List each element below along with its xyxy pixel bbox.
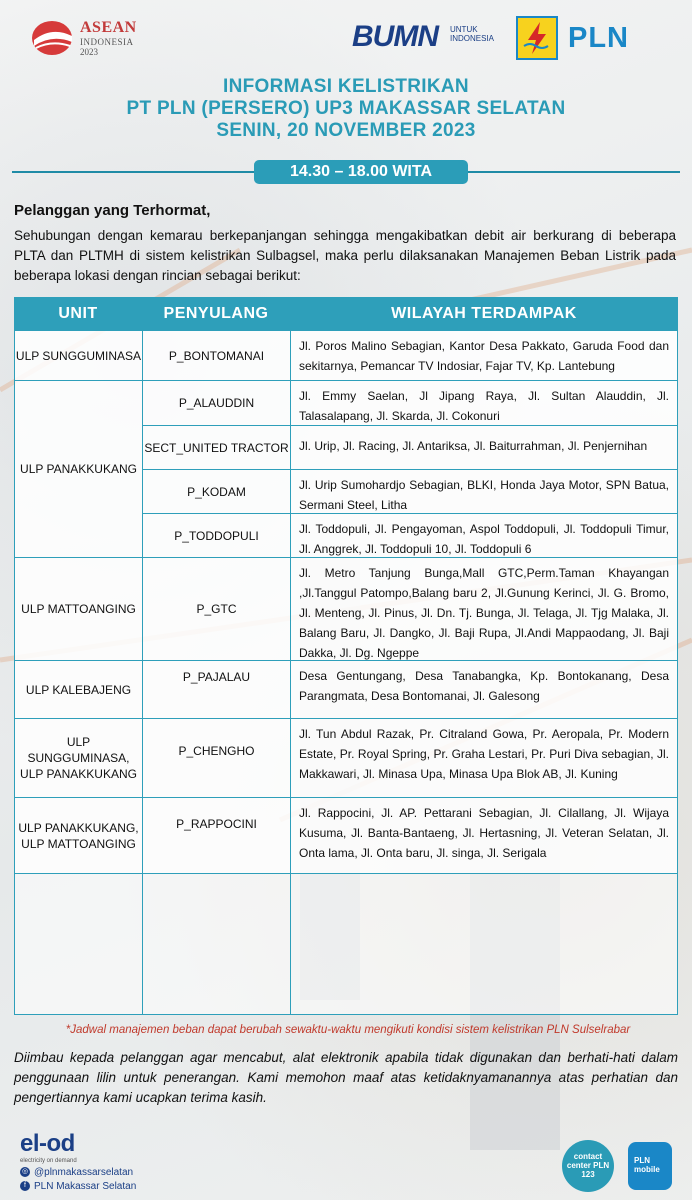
header-wilayah: WILAYAH TERDAMPAK	[391, 305, 577, 322]
bumn-sub-2: INDONESIA	[450, 33, 495, 43]
penyulang-cell: P_PAJALAU	[142, 660, 291, 719]
instagram-handle[interactable]	[20, 1166, 133, 1178]
penyulang-cell: P_GTC	[142, 557, 291, 661]
penyulang-cell: P_ALAUDDIN	[142, 380, 291, 426]
instagram-text: @plnmakassarselatan	[34, 1166, 134, 1178]
wilayah-cell: Jl. Urip Sumohardjo Sebagian, BLKI, Honda Jaya Motor, SPN Batua, Sermani Steel, Litha	[290, 469, 678, 514]
asean-title: ASEAN	[80, 19, 137, 36]
wilayah-cell: Jl. Toddopuli, Jl. Pengayoman, Aspol Toddopuli, Jl. Toddopuli Timur, Jl. Anggrek, Jl. Toddopuli 10, Jl. Toddopuli 6	[290, 513, 678, 558]
footer	[0, 1128, 692, 1200]
greeting: Pelanggan yang Terhormat,	[14, 202, 211, 219]
asean-emblem-icon	[30, 18, 76, 58]
pln-lightning-icon	[516, 16, 558, 60]
header-penyulang: PENYULANG	[163, 305, 269, 322]
asean-indonesia-logo	[30, 14, 146, 66]
unit-cell: ULP MATTOANGING	[14, 557, 143, 661]
schedule-note: *Jadwal manajemen beban dapat berubah sewaktu-waktu mengikuti kondisi sistem kelistrikan PLN Sulselrabar	[65, 1024, 631, 1036]
intro-paragraph: Sehubungan dengan kemarau berkepanjangan sehingga mengakibatkan debit air berkurang di beberapa PLTA dan PLTMH di sistem kelistrikan Sulbagsel, maka perlu dilaksanakan Manajemen Beban Listrik pada beberapa lokasi dengan rincian sebagai berikut:	[14, 228, 676, 283]
pln-logo	[516, 16, 656, 62]
header-unit: UNIT	[58, 305, 98, 322]
wilayah-cell: Jl. Rappocini, Jl. AP. Pettarani Sebagian, Jl. Cilallang, Jl. Wijaya Kusuma, Jl. Banta-Bantaeng, Jl. Hertasning, Jl. Veteran Selatan, Jl. Onta lama, Jl. Onta baru, Jl. singa, Jl. Serigala	[290, 797, 678, 874]
wilayah-cell: Desa Gentungang, Desa Tanabangka, Kp. Bontokanang, Desa Parangmata, Desa Bontomanai, Jl. Galesong	[290, 660, 678, 719]
elod-logo: el-od	[20, 1130, 75, 1157]
empty-cell	[290, 873, 678, 1015]
wilayah-cell: Jl. Metro Tanjung Bunga,Mall GTC,Perm.Taman Khayangan ,Jl.Tanggul Patompo,Balang baru 2, Jl.Gunung Kerinci, Jl. G. Bromo, Jl. Menteng, Jl. Pinus, Jl. Dn. Tj. Bunga, Jl. Telaga, Jl. Tjg Malaka, Jl. Balang Baru, Jl. Dangko, Jl. Baji Rupa, Jl.Andi Mappaodang, Jl. Baji Dakka, Jl. Dg. Ngeppe	[290, 557, 678, 661]
pln-mobile-badge[interactable]: PLN mobile	[628, 1142, 672, 1190]
facebook-text: PLN Makassar Selatan	[34, 1180, 137, 1192]
elod-tagline: electricity on demand	[20, 1158, 77, 1164]
bumn-logo	[352, 20, 512, 54]
bumn-word: BUMN	[352, 20, 438, 53]
title-line-3: SENIN, 20 NOVEMBER 2023	[216, 120, 476, 141]
asean-year: 2023	[80, 47, 98, 57]
title-line-2: PT PLN (PERSERO) UP3 MAKASSAR SELATAN	[126, 98, 566, 119]
unit-cell: ULP PANAKKUKANG	[14, 380, 143, 558]
table-header	[14, 297, 678, 331]
unit-cell: ULP SUNGGUMINASA	[14, 330, 143, 381]
facebook-icon: f	[20, 1181, 30, 1191]
time-pill: 14.30 – 18.00 WITA	[254, 160, 468, 184]
header	[0, 0, 692, 80]
outage-table	[14, 297, 678, 1015]
closing-paragraph: Diimbau kepada pelanggan agar mencabut, alat elektronik apabila tidak digunakan dan berhati-hati dalam penggunaan lilin untuk penerangan. Kami memohon maaf atas ketidaknyamanannya atas perhatian dan pengertiannya kami ucapkan terima kasih.	[14, 1050, 678, 1105]
wilayah-cell: Jl. Tun Abdul Razak, Pr. Citraland Gowa, Pr. Aeropala, Pr. Modern Estate, Pr. Royal Spring, Pr. Graha Lestari, Pr. Puri Diva sebagian, Jl. Makkawari, Jl. Minasa Upa, Minasa Upa Blok AB, Jl. Kuning	[290, 718, 678, 798]
penyulang-cell: P_RAPPOCINI	[142, 797, 291, 874]
wilayah-cell: Jl. Poros Malino Sebagian, Kantor Desa Pakkato, Garuda Food dan sekitarnya, Pemancar TV Indosiar, Fajar TV, Kp. Lantebung	[290, 330, 678, 381]
empty-cell	[142, 873, 291, 1015]
penyulang-cell: P_KODAM	[142, 469, 291, 514]
unit-cell: ULP PANAKKUKANG, ULP MATTOANGING	[14, 797, 143, 874]
time-bar	[12, 160, 680, 184]
penyulang-cell: P_TODDOPULI	[142, 513, 291, 558]
asean-country: INDONESIA	[80, 37, 134, 47]
wilayah-cell: Jl. Emmy Saelan, Jl Jipang Raya, Jl. Sultan Alauddin, Jl. Talasalapang, Jl. Skarda, Jl. Cokonuri	[290, 380, 678, 426]
penyulang-cell: P_CHENGHO	[142, 718, 291, 798]
contact-center-badge[interactable]: contact center PLN 123	[562, 1140, 614, 1192]
unit-cell: ULP KALEBAJENG	[14, 660, 143, 719]
penyulang-cell: P_BONTOMANAI	[142, 330, 291, 381]
title-block	[0, 76, 692, 142]
title-line-1: INFORMASI KELISTRIKAN	[223, 76, 469, 97]
instagram-icon: ◎	[21, 1168, 29, 1175]
penyulang-cell: SECT_UNITED TRACTOR	[142, 425, 291, 470]
wilayah-cell: Jl. Urip, Jl. Racing, Jl. Antariksa, Jl. Baiturrahman, Jl. Penjernihan	[290, 425, 678, 470]
pln-word: PLN	[568, 22, 629, 54]
facebook-handle[interactable]	[20, 1180, 136, 1192]
empty-cell	[14, 873, 143, 1015]
unit-cell: ULP SUNGGUMINASA, ULP PANAKKUKANG	[14, 718, 143, 798]
bumn-sub-1: UNTUK	[450, 25, 478, 34]
